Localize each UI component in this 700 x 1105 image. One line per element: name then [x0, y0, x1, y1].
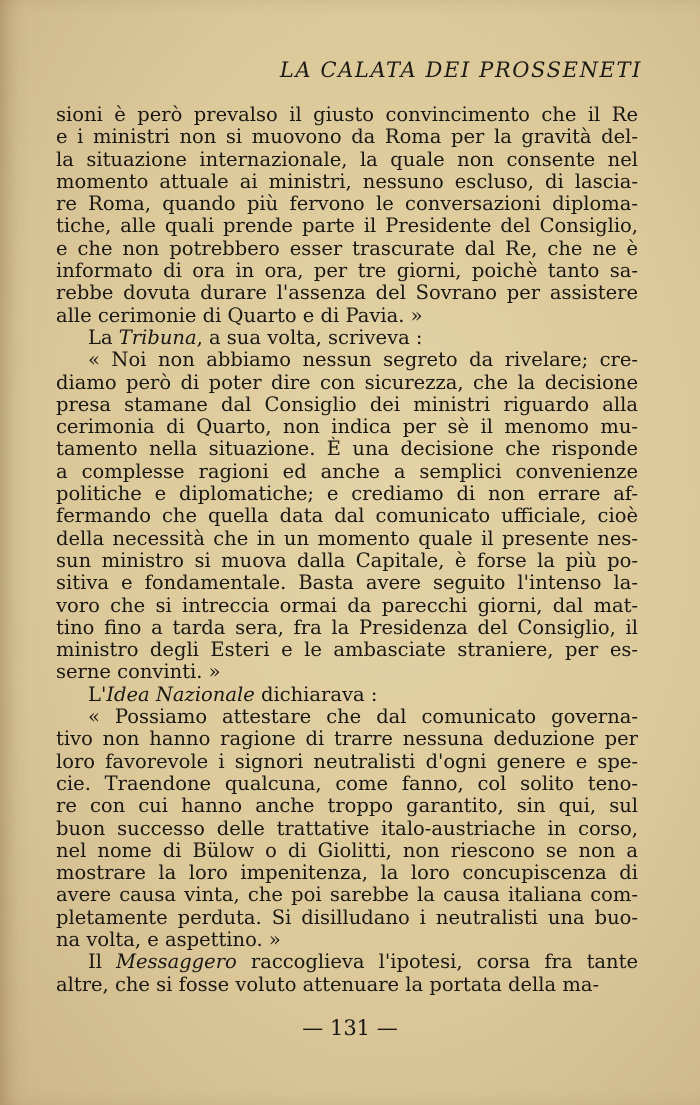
- line-text: dichiarava :: [254, 682, 378, 706]
- text-line: alle cerimonie di Quarto e di Pavia. »: [56, 303, 423, 327]
- text-line: loro favorevole i signori neutralisti d'ogni genere e spe-: [56, 749, 638, 773]
- text-line: buon successo delle trattative italo-austriache in corso,: [56, 816, 638, 840]
- line-text: La: [88, 325, 119, 349]
- text-line: informato di ora in ora, per tre giorni, poichè tanto sa-: [56, 259, 638, 283]
- text-line: sitiva e fondamentale. Basta avere seguito l'intenso la-: [56, 571, 638, 595]
- text-line: sioni è però prevalso il giusto convincimento che il Re: [56, 103, 638, 126]
- text-line: la situazione internazionale, la quale non consente nel: [56, 147, 638, 171]
- text-line: presa stamane dal Consiglio dei ministri riguardo alla: [56, 392, 638, 416]
- text-line: e i ministri non si muovono da Roma per la gravità del-: [56, 125, 638, 149]
- text-line: ministro degli Esteri e le ambasciate straniere, per es-: [56, 638, 638, 662]
- text-line: tino fino a tarda sera, fra la Presidenza del Consiglio, il: [56, 615, 638, 639]
- text-line: na volta, e aspettino. »: [56, 927, 281, 951]
- text-line: della necessità che in un momento quale il presente nes-: [56, 526, 638, 550]
- text-line: « Noi non abbiamo nessun segreto da rivelare; cre-: [88, 348, 638, 372]
- text-line: [56, 327, 638, 349]
- text-line: tiche, alle quali prende parte il Presidente del Consiglio,: [56, 214, 638, 238]
- line-text: L': [88, 682, 107, 706]
- newspaper-title: Messaggero: [116, 950, 237, 974]
- text-line: diamo però di poter dire con sicurezza, che la decisione: [56, 370, 638, 394]
- text-line: cerimonia di Quarto, non indica per sè il menomo mu-: [56, 415, 638, 439]
- text-line: [56, 951, 638, 973]
- text-line: « Possiamo attestare che dal comunicato governa-: [88, 705, 638, 729]
- text-line: [56, 684, 638, 706]
- text-line: mostrare la loro impenitenza, la loro concupiscenza di: [56, 861, 638, 885]
- text-line: politiche e diplomatiche; e crediamo di non errare af-: [56, 482, 638, 506]
- text-line: nel nome di Bülow o di Giolitti, non riescono se non a: [56, 838, 638, 862]
- body-text: [56, 104, 638, 996]
- text-line: sun ministro si muova dalla Capitale, è forse la più po-: [56, 548, 638, 572]
- text-line: tivo non hanno ragione di trarre nessuna deduzione per: [56, 727, 638, 751]
- text-line: avere causa vinta, che poi sarebbe la causa italiana com-: [56, 883, 638, 907]
- line-text: raccoglieva l'ipotesi, corsa fra tante: [236, 950, 638, 974]
- newspaper-title: Tribuna: [118, 325, 197, 349]
- text-line: re Roma, quando più fervono le conversazioni diploma-: [56, 192, 638, 216]
- text-line: a complesse ragioni ed anche a semplici convenienze: [56, 459, 638, 483]
- line-text: Il: [88, 950, 117, 974]
- text-line: momento attuale ai ministri, nessuno escluso, di lascia-: [56, 169, 638, 193]
- text-line: altre, che si fosse voluto attenuare la portata della ma-: [56, 972, 600, 996]
- line-text: , a sua volta, scriveva :: [196, 325, 423, 349]
- text-line: pletamente perduta. Si disilludano i neutralisti una buo-: [56, 905, 638, 929]
- text-line: e che non potrebbero esser trascurate dal Re, che ne è: [56, 236, 638, 260]
- text-line: re con cui hanno anche troppo garantito, sin qui, sul: [56, 794, 638, 818]
- page-number: — 131 —: [302, 1016, 398, 1040]
- text-line: rebbe dovuta durare l'assenza del Sovrano per assistere: [56, 281, 638, 305]
- running-head: LA CALATA DEI PROSSENETI: [279, 58, 642, 82]
- text-line: fermando che quella data dal comunicato ufficiale, cioè: [56, 504, 638, 528]
- text-line: serne convinti. »: [56, 660, 221, 684]
- text-line: cie. Traendone qualcuna, come fanno, col solito teno-: [56, 771, 638, 795]
- newspaper-title: Idea Nazionale: [106, 682, 255, 706]
- text-line: voro che si intreccia ormai da parecchi giorni, dal mat-: [56, 593, 638, 617]
- text-line: tamento nella situazione. È una decisione che risponde: [56, 437, 638, 461]
